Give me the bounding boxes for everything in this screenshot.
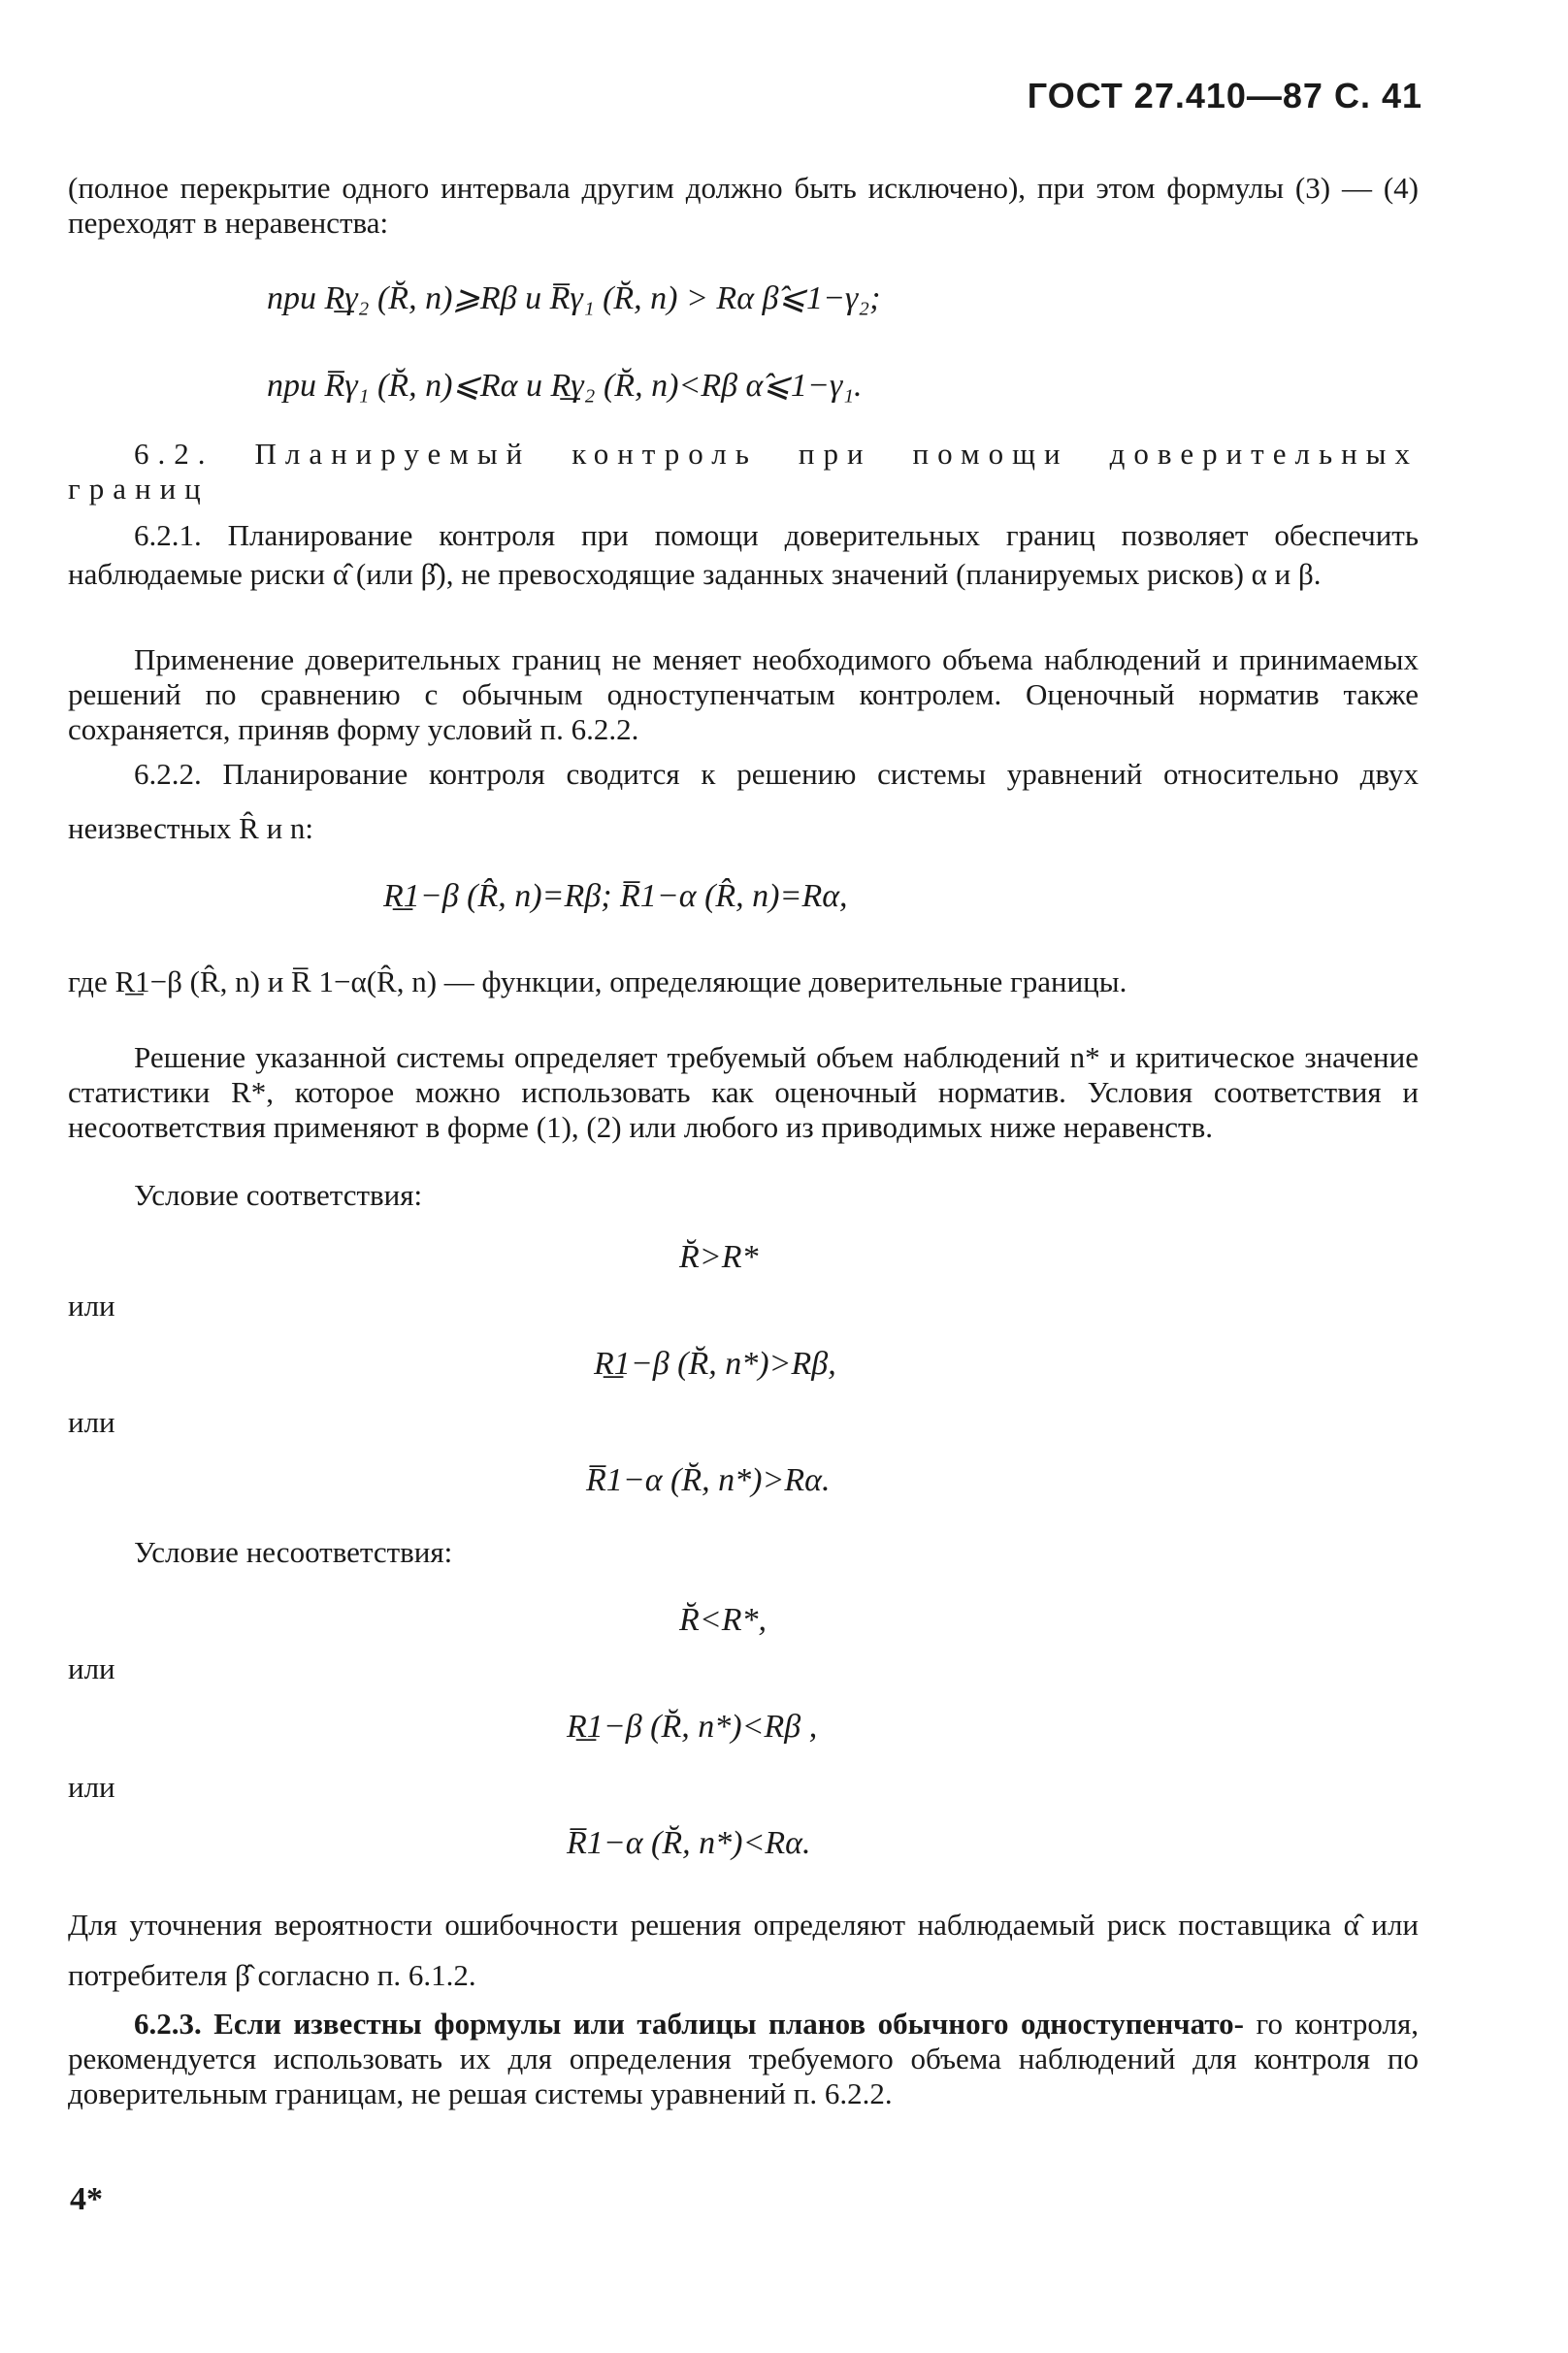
condition-bad-label: Условие несоответствия: <box>134 1535 453 1569</box>
paragraph-6-2-1: 6.2.1. Планирование контроля при помощи доверительных границ позволяет обеспечить наблюдаемые риски α̂ (или β̂), не превосходящие заданных значений (планируемых рисков) α и β. <box>68 518 1419 591</box>
or-label-1: или <box>68 1289 115 1323</box>
section-title-6-2: 6.2. Планируемый контроль при помощи доверительных границ <box>68 437 1419 506</box>
paragraph-6-2-3-bold: 6.2.3. Если известны формулы или таблицы планов обычного одноступенчато- <box>134 2007 1244 2041</box>
or-label-3: или <box>68 1651 115 1685</box>
inequality-1: при R͟γ₂ (R̆, n)⩾Rβ и R̅γ₁ (R̆, n) > Rα β̂⩽1−γ₂; <box>267 280 881 316</box>
paragraph-6-2-3 <box>68 2007 1419 2111</box>
paragraph-where: где R͟1−β (R̂, n) и R̅ 1−α(R̂, n) — функции, определяющие доверительные границы. <box>68 964 1127 998</box>
condition-bad-3: R̅1−α (R̆, n*)<Rα. <box>567 1825 811 1861</box>
paragraph-intro: (полное перекрытие одного интервала другим должно быть исключено), при этом формулы (3) — (4) переходят в неравенства: <box>68 171 1419 240</box>
paragraph-apply: Применение доверительных границ не меняет необходимого объема наблюдений и принимаемых решений по сравнению с обычным одноступенчатым контролем. Оценочный норматив также сохраняется, приняв форму условий п. 6.2.2. <box>68 642 1419 746</box>
footer-mark: 4* <box>70 2181 103 2217</box>
system-equation: R͟1−β (R̂, n)=Rβ; R̅1−α (R̂, n)=Rα, <box>383 878 848 914</box>
condition-ok-1: R̆>R* <box>679 1239 759 1275</box>
condition-bad-1: R̆<R*, <box>679 1602 767 1638</box>
paragraph-solution: Решение указанной системы определяет требуемый объем наблюдений n* и критическое значение статистики R*, которое можно использовать как оценочный норматив. Условия соответствия и несоответствия применяют в форме (1), (2) или любого из приводимых ниже неравенств. <box>68 1040 1419 1144</box>
inequality-2: при R̅γ₁ (R̆, n)⩽Rα и R͟γ₂ (R̆, n)<Rβ α̂⩽1−γ₁. <box>267 368 863 404</box>
condition-bad-2: R͟1−β (R̆, n*)<Rβ , <box>567 1709 818 1745</box>
condition-ok-label: Условие соответствия: <box>134 1178 423 1212</box>
or-label-4: или <box>68 1770 115 1804</box>
condition-ok-2: R͟1−β (R̆, n*)>Rβ, <box>594 1346 836 1382</box>
or-label-2: или <box>68 1405 115 1439</box>
paragraph-risk: Для уточнения вероятности ошибочности решения определяют наблюдаемый риск поставщика α̂ или потребителя β̂ согласно п. 6.1.2. <box>68 1908 1419 1992</box>
page-header: ГОСТ 27.410—87 С. 41 <box>1027 76 1422 115</box>
paragraph-6-2-3-rest: го контроля, рекомендуется использовать их для определения требуемого объема наблюдений для контроля по доверительным границам, не решая системы уравнений п. 6.2.2. <box>68 2007 1420 2110</box>
paragraph-6-2-2: 6.2.2. Планирование контроля сводится к решению системы уравнений относительно двух неизвестных R̂ и n: <box>68 757 1419 845</box>
condition-ok-3: R̅1−α (R̆, n*)>Rα. <box>586 1462 831 1498</box>
